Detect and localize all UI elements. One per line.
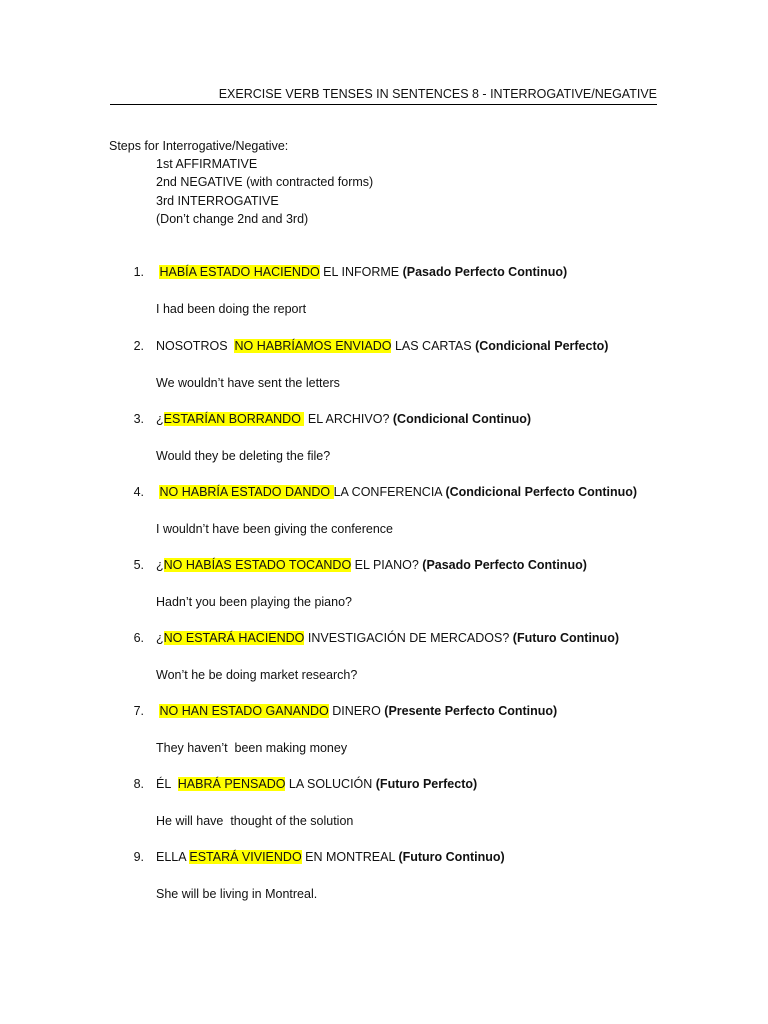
sentence-prefix: ÉL bbox=[156, 777, 178, 791]
item-translation: We wouldn’t have sent the letters bbox=[156, 376, 340, 390]
header-title: EXERCISE VERB TENSES IN SENTENCES 8 - INTERROGATIVE/NEGATIVE bbox=[218, 87, 657, 101]
exercise-item bbox=[0, 629, 768, 682]
tense-label: (Condicional Perfecto Continuo) bbox=[445, 485, 638, 499]
sentence-prefix: ¿ bbox=[156, 631, 164, 645]
item-translation: Won’t he be doing market research? bbox=[156, 668, 358, 682]
sentence-rest: EL INFORME bbox=[319, 265, 403, 279]
item-sentence bbox=[156, 337, 608, 355]
highlighted-verb: NO ESTARÁ HACIENDO bbox=[163, 631, 305, 645]
highlighted-verb: NO HAN ESTADO GANANDO bbox=[159, 704, 329, 718]
item-sentence bbox=[156, 848, 505, 866]
item-translation: I wouldn’t have been giving the conference bbox=[156, 522, 393, 536]
sentence-rest: INVESTIGACIÓN DE MERCADOS? bbox=[304, 631, 513, 645]
sentence-rest: DINERO bbox=[328, 704, 385, 718]
highlighted-verb: NO HABRÍAMOS ENVIADO bbox=[234, 339, 392, 353]
sentence-rest: LAS CARTAS bbox=[391, 339, 476, 353]
sentence-prefix: ELLA bbox=[156, 850, 190, 864]
tense-label: (Presente Perfecto Continuo) bbox=[384, 704, 558, 718]
item-number: 4. bbox=[133, 485, 144, 499]
item-number: 6. bbox=[133, 631, 144, 645]
tense-label: (Pasado Perfecto Continuo) bbox=[402, 265, 568, 279]
exercise-item bbox=[0, 337, 768, 390]
exercise-item bbox=[0, 702, 768, 755]
exercise-item bbox=[0, 483, 768, 536]
step-line: 1st AFFIRMATIVE bbox=[156, 157, 258, 172]
item-sentence bbox=[156, 263, 567, 281]
sentence-rest: EN MONTREAL bbox=[301, 850, 399, 864]
tense-label: (Condicional Continuo) bbox=[392, 412, 532, 426]
item-number: 8. bbox=[133, 777, 144, 791]
tense-label: (Futuro Continuo) bbox=[512, 631, 619, 645]
exercise-item bbox=[0, 556, 768, 609]
highlighted-verb: HABRÁ PENSADO bbox=[177, 777, 286, 791]
item-number: 5. bbox=[133, 558, 144, 572]
document-header bbox=[110, 86, 657, 105]
item-sentence bbox=[156, 775, 477, 793]
sentence-rest: EL PIANO? bbox=[351, 558, 423, 572]
highlighted-verb: HABÍA ESTADO HACIENDO bbox=[159, 265, 320, 279]
step-line: 3rd INTERROGATIVE bbox=[156, 193, 279, 208]
item-sentence bbox=[156, 702, 557, 720]
item-sentence bbox=[156, 629, 619, 647]
tense-label: (Futuro Perfecto) bbox=[375, 777, 478, 791]
sentence-rest: EL ARCHIVO? bbox=[304, 412, 393, 426]
step-line: 2nd NEGATIVE (with contracted forms) bbox=[156, 175, 374, 190]
tense-label: (Condicional Perfecto) bbox=[475, 339, 609, 353]
item-number: 9. bbox=[133, 850, 144, 864]
item-number: 1. bbox=[133, 265, 144, 279]
step-line: (Don’t change 2nd and 3rd) bbox=[156, 211, 309, 226]
item-sentence bbox=[156, 483, 637, 501]
sentence-rest: LA SOLUCIÓN bbox=[285, 777, 376, 791]
exercise-item bbox=[0, 263, 768, 316]
highlighted-verb: NO HABÍAS ESTADO TOCANDO bbox=[163, 558, 352, 572]
item-sentence bbox=[156, 556, 587, 574]
item-translation: I had been doing the report bbox=[156, 302, 307, 316]
item-number: 7. bbox=[133, 704, 144, 718]
item-translation: She will be living in Montreal. bbox=[156, 887, 318, 901]
item-number: 3. bbox=[133, 412, 144, 426]
highlighted-verb: ESTARÁ VIVIENDO bbox=[189, 850, 302, 864]
sentence-prefix: NOSOTROS bbox=[156, 339, 235, 353]
steps-section bbox=[109, 137, 373, 228]
item-sentence bbox=[156, 410, 531, 428]
highlighted-verb: NO HABRÍA ESTADO DANDO bbox=[159, 485, 334, 499]
exercise-item bbox=[0, 775, 768, 828]
item-translation: Hadn’t you been playing the piano? bbox=[156, 595, 352, 609]
item-number: 2. bbox=[133, 339, 144, 353]
highlighted-verb: ESTARÍAN BORRANDO bbox=[163, 412, 305, 426]
exercise-item bbox=[0, 410, 768, 463]
exercise-item bbox=[0, 848, 768, 901]
tense-label: (Futuro Continuo) bbox=[398, 850, 505, 864]
sentence-prefix: ¿ bbox=[156, 412, 164, 426]
sentence-prefix: ¿ bbox=[156, 558, 164, 572]
sentence-rest: LA CONFERENCIA bbox=[333, 485, 446, 499]
item-translation: They haven’t been making money bbox=[156, 741, 348, 755]
tense-label: (Pasado Perfecto Continuo) bbox=[422, 558, 587, 572]
item-translation: Would they be deleting the file? bbox=[156, 449, 331, 463]
item-translation: He will have thought of the solution bbox=[156, 814, 354, 828]
steps-heading: Steps for Interrogative/Negative: bbox=[109, 139, 289, 153]
